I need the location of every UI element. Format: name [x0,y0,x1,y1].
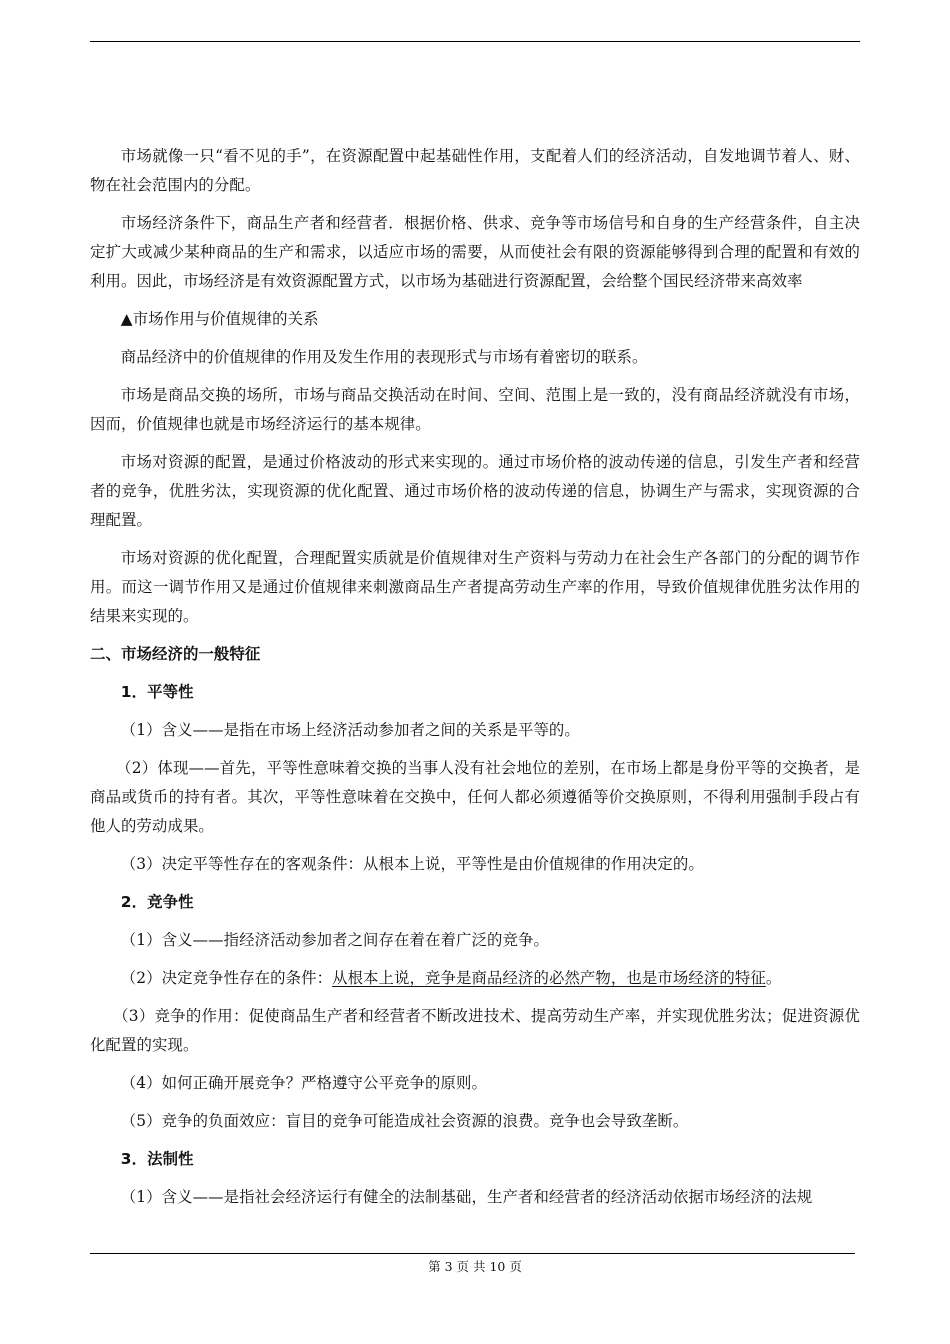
page-number: 第 3 页 共 10 页 [428,1259,522,1274]
footer-rule [90,1253,855,1254]
paragraph: 商品经济中的价值规律的作用及发生作用的表现形式与市场有着密切的联系。 [120,348,648,366]
list-item: （3）竞争的作用：促使商品生产者和经营者不断改进技术、提高劳动生产率，并实现优胜劣汰；促进资源优化配置的实现。 [90,1007,860,1054]
subsection-heading-equality: 1．平等性 [120,683,194,701]
paragraph: 市场经济条件下，商品生产者和经营者．根据价格、供求、竞争等市场信号和自身的生产经营条件，自主决定扩大或减少某种商品的生产和需求，以适应市场的需要，从而使社会有限的资源能够得到合理的配置和有效的利用。因此，市场经济是有效资源配置方式，以市场为基础进行资源配置，会给整个国民经济带来高效率 [90,214,860,290]
list-item: （5）竞争的负面效应：盲目的竞争可能造成社会资源的浪费。竞争也会导致垄断。 [120,1112,689,1130]
text-span: （2）决定竞争性存在的条件： [120,969,333,987]
list-item: （4）如何正确开展竞争？严格遵守公平竞争的原则。 [120,1074,487,1092]
list-item: （1）含义——是指社会经济运行有健全的法制基础，生产者和经营者的经济活动依据市场经济的法规 [120,1188,813,1206]
underlined-text: 从根本上说，竞争是商品经济的必然产物，也是市场经济的特征 [332,969,766,987]
paragraph: 市场对资源的配置，是通过价格波动的形式来实现的。通过市场价格的波动传递的信息，引发生产者和经营者的竞争，优胜劣汰，实现资源的优化配置、通过市场价格的波动传递的信息，协调生产与需求，实现资源的合理配置。 [90,453,860,529]
paragraph: 市场就像一只“看不见的手”，在资源配置中起基础性作用，支配着人们的经济活动，自发地调节着人、财、物在社会范围内的分配。 [90,147,860,194]
subsection-heading-competition: 2．竞争性 [120,893,194,911]
paragraph: 市场是商品交换的场所，市场与商品交换活动在时间、空间、范围上是一致的，没有商品经济就没有市场，因而，价值规律也就是市场经济运行的基本规律。 [90,386,860,433]
paragraph: 市场对资源的优化配置，合理配置实质就是价值规律对生产资料与劳动力在社会生产各部门的分配的调节作用。而这一调节作用又是通过价值规律来刺激商品生产者提高劳动生产率的作用，导致价值规律优胜劣汰作用的结果来实现的。 [90,549,860,625]
list-item: （1）含义——是指在市场上经济活动参加者之间的关系是平等的。 [120,721,580,739]
section-marker-heading: ▲市场作用与价值规律的关系 [120,310,319,328]
list-item: （1）含义——指经济活动参加者之间存在着在着广泛的竞争。 [120,931,549,949]
section-heading: 二、市场经济的一般特征 [90,645,261,663]
list-item [90,964,860,993]
list-item: （2）体现——首先，平等性意味着交换的当事人没有社会地位的差别，在市场上都是身份平等的交换者，是商品或货币的持有者。其次，平等性意味着在交换中，任何人都必须遵循等价交换原则，不得利用强制手段占有他人的劳动成果。 [90,759,860,835]
list-item: （3）决定平等性存在的客观条件：从根本上说，平等性是由价值规律的作用决定的。 [120,855,704,873]
subsection-heading-legality: 3．法制性 [120,1150,194,1168]
text-span: 。 [765,969,782,987]
document-body [90,142,860,1221]
header-rule [90,41,860,42]
